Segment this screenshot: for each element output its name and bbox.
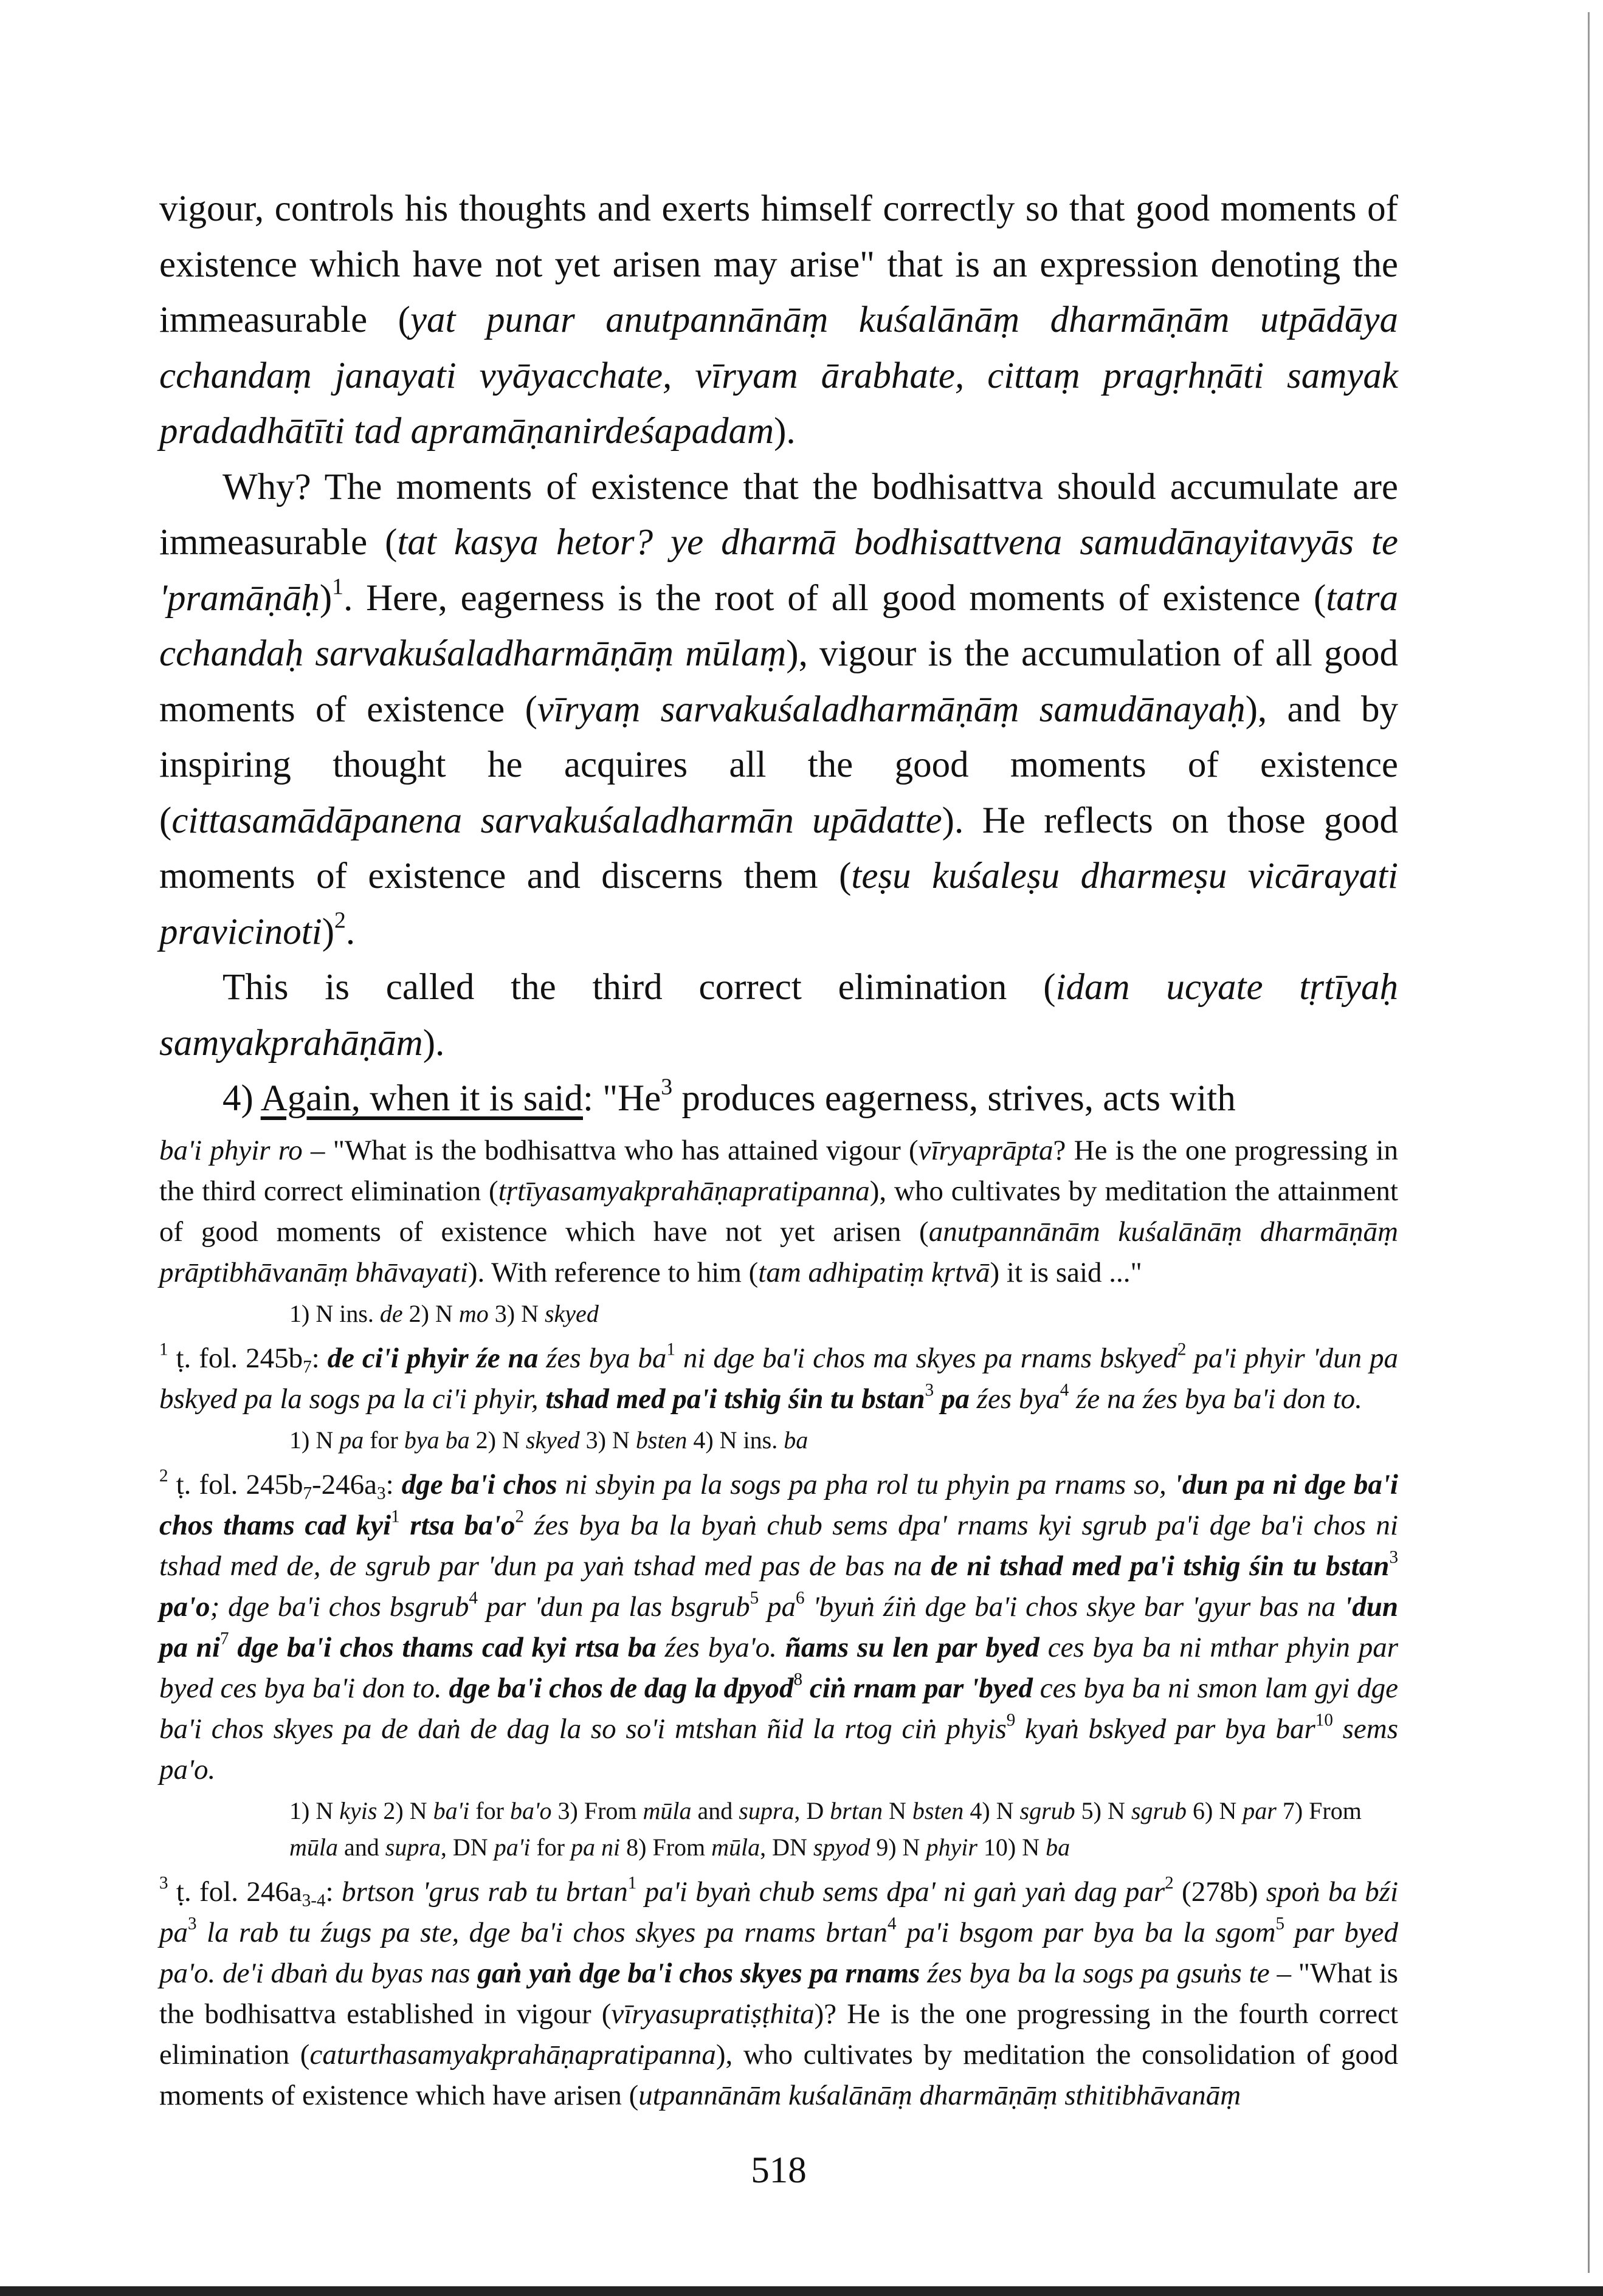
note-marker: 1 bbox=[391, 1507, 400, 1527]
text-run: spyod bbox=[813, 1833, 870, 1861]
text-run: -246a bbox=[312, 1468, 377, 1500]
text-run: ). With reference to him ( bbox=[467, 1256, 759, 1288]
text-run: źes bya'o. bbox=[656, 1631, 785, 1663]
text-run: mo bbox=[458, 1299, 489, 1327]
text-run: tat kasya hetor? ye dharmā bodhisattvena samudānayitavyās te 'pramāṇāḥ bbox=[159, 522, 1398, 619]
note-marker: 1 bbox=[332, 574, 344, 600]
folio-line-subscript: 7 bbox=[303, 1483, 312, 1504]
text-run: 9) N bbox=[870, 1833, 926, 1861]
text-run: : bbox=[311, 1342, 328, 1374]
note-marker: 2 bbox=[159, 1466, 168, 1486]
text-run: ba bbox=[784, 1426, 808, 1454]
text-run: 2) N bbox=[377, 1796, 433, 1824]
text-run: ñams su len par byed bbox=[785, 1631, 1039, 1663]
text-run: ṭ. fol. 246a bbox=[168, 1875, 302, 1908]
note-marker: 1 bbox=[159, 1339, 168, 1359]
text-run: Again, when it is said bbox=[260, 1078, 583, 1119]
text-run: 3) From bbox=[551, 1796, 643, 1824]
text-run: sgrub bbox=[1019, 1796, 1075, 1824]
text-run: źes bya bbox=[969, 1383, 1060, 1415]
note-marker: 3 bbox=[1389, 1547, 1398, 1567]
text-run: bsten bbox=[912, 1796, 964, 1824]
paragraph-third-elimination bbox=[159, 960, 1398, 1071]
text-run: and bbox=[338, 1833, 385, 1861]
text-run: bya ba bbox=[404, 1426, 470, 1454]
text-run: ). bbox=[774, 411, 796, 452]
text-run: ), who cultivates by meditation the consolidation of good moments of existence which have arisen ( bbox=[159, 2038, 1398, 2111]
text-run: ) bbox=[319, 577, 333, 619]
note-marker: 7 bbox=[220, 1629, 229, 1649]
apparatus-footnote-2 bbox=[159, 1793, 1398, 1866]
text-run: . Here, eagerness is the root of all good moments of existence ( bbox=[343, 577, 1326, 619]
text-run: sems pa'o. bbox=[159, 1713, 1398, 1786]
text-run: ciṅ rnam par 'byed bbox=[802, 1672, 1033, 1704]
text-run: ). He reflects on those good moments of existence and discerns them ( bbox=[159, 800, 1399, 896]
text-run: kyaṅ bskyed par bya bar bbox=[1015, 1713, 1315, 1745]
scan-edge-line bbox=[1588, 12, 1590, 2273]
text-run: tatra cchandaḥ sarvakuśaladharmāṇāṃ mūlaṃ bbox=[159, 577, 1398, 674]
text-run: cittasamādāpanena sarvakuśaladharmān upādatte bbox=[171, 800, 942, 841]
text-run: źes bya ba la sogs pa gsuṅs te bbox=[920, 1957, 1270, 1989]
text-run: ) bbox=[322, 911, 335, 952]
text-run: anutpannānām kuśalānāṃ dharmāṇāṃ prāptibhāvanāṃ bhāvayati bbox=[159, 1215, 1398, 1288]
note-marker: 10 bbox=[1315, 1710, 1333, 1730]
text-run: 4) bbox=[222, 1078, 261, 1119]
text-run: This is called the third correct elimination ( bbox=[222, 967, 1056, 1008]
text-run: pa'i bbox=[494, 1833, 531, 1861]
footnote-1 bbox=[159, 1338, 1398, 1420]
text-run: produces eagerness, strives, acts with bbox=[672, 1078, 1236, 1119]
note-marker: 3 bbox=[661, 1074, 673, 1100]
text-run: tṛtīyasamyakprahāṇapratipanna bbox=[498, 1175, 870, 1207]
text-run: for bbox=[530, 1833, 571, 1861]
note-marker: 5 bbox=[1275, 1914, 1285, 1934]
text-run: idam ucyate tṛtīyaḥ samyakprahāṇām bbox=[159, 967, 1398, 1064]
text-run: 3) N bbox=[579, 1426, 636, 1454]
folio-line-subscript: 3-4 bbox=[302, 1891, 326, 1911]
main-text bbox=[159, 181, 1398, 1127]
text-run: (278b) bbox=[1173, 1875, 1266, 1908]
text-run: : bbox=[325, 1875, 342, 1908]
text-run: gaṅ yaṅ dge ba'i chos skyes pa rnams bbox=[477, 1957, 920, 1989]
text-run: dge ba'i chos bbox=[401, 1468, 557, 1500]
text-run: : bbox=[385, 1468, 402, 1500]
text-run: ). bbox=[422, 1022, 445, 1064]
text-run: ni sbyin pa la sogs pa pha rol tu phyin pa rnams so, bbox=[557, 1468, 1174, 1500]
text-run: pa'i byaṅ chub sems dpa' ni gaṅ yaṅ dag par bbox=[636, 1875, 1165, 1908]
footnote-3 bbox=[159, 1872, 1398, 2116]
text-run: skyed bbox=[525, 1426, 580, 1454]
text-run: ba'o bbox=[509, 1796, 552, 1824]
note-marker: 6 bbox=[796, 1588, 805, 1608]
text-run: ṭ. fol. 245b bbox=[168, 1342, 303, 1374]
note-marker: 8 bbox=[793, 1669, 803, 1689]
note-marker: 2 bbox=[515, 1507, 525, 1527]
text-run: ces bya ba ni smon lam gyi dge ba'i chos skyes pa de daṅ de dag la so so'i mtshan ñid la rtog ciṅ phyis bbox=[159, 1672, 1398, 1745]
text-run: de bbox=[379, 1299, 403, 1327]
note-marker: 1 bbox=[627, 1873, 637, 1893]
text-run: dge ba'i chos thams cad kyi rtsa ba bbox=[229, 1631, 657, 1663]
note-marker: 2 bbox=[1165, 1873, 1174, 1893]
text-run: 10) N bbox=[977, 1833, 1046, 1861]
text-run: źes bya ba bbox=[538, 1342, 667, 1374]
text-run: pa'o bbox=[159, 1590, 210, 1623]
text-run: vīryaṃ sarvakuśaladharmāṇāṃ samudānayaḥ bbox=[537, 689, 1246, 730]
text-run: pa'i phyir 'dun pa bskyed pa la sogs pa la ci'i phyir, bbox=[159, 1342, 1398, 1415]
text-run: Why? The moments of existence that the bodhisattva should accumulate are immeasurable ( bbox=[159, 466, 1398, 563]
text-run: ) it is said ..." bbox=[990, 1256, 1142, 1288]
apparatus-quote bbox=[159, 1296, 1398, 1332]
text-run: par byed pa'o. de'i dbaṅ du byas nas bbox=[159, 1916, 1398, 1989]
text-run: ? He is the one progressing in the third correct elimination ( bbox=[159, 1134, 1399, 1207]
text-run: par 'dun pa las bsgrub bbox=[477, 1590, 750, 1623]
text-run: caturthasamyakprahāṇapratipanna bbox=[309, 2038, 716, 2071]
text-run: supra bbox=[739, 1796, 795, 1824]
text-run: )? He is the one progressing in the fourth correct elimination ( bbox=[159, 1998, 1398, 2071]
scan-bottom-border bbox=[0, 2286, 1603, 2296]
text-run: ni dge ba'i chos ma skyes pa rnams bskyed bbox=[675, 1342, 1177, 1374]
note-marker: 5 bbox=[750, 1588, 759, 1608]
text-run: pa bbox=[934, 1383, 970, 1415]
text-run: 'dun pa ni bbox=[159, 1590, 1399, 1663]
text-run: kyis bbox=[339, 1796, 377, 1824]
text-run: vīryaprāpta bbox=[918, 1134, 1053, 1166]
text-run: 1) N bbox=[289, 1796, 340, 1824]
text-run: pa bbox=[759, 1590, 796, 1623]
text-run: rtsa ba'o bbox=[399, 1509, 515, 1541]
text-run: and bbox=[691, 1796, 739, 1824]
text-run: brtan bbox=[830, 1796, 883, 1824]
text-run: par bbox=[1243, 1796, 1277, 1824]
apparatus-footnote-1 bbox=[159, 1422, 1398, 1459]
text-run: pa ni bbox=[571, 1833, 621, 1861]
text-run: – "What is the bodhisattva established in vigour ( bbox=[159, 1957, 1398, 2030]
text-run: , D bbox=[794, 1796, 830, 1824]
text-run: N bbox=[882, 1796, 912, 1824]
note-marker: 3 bbox=[159, 1873, 168, 1893]
note-marker: 3 bbox=[188, 1914, 197, 1934]
text-run: , DN bbox=[760, 1833, 813, 1861]
folio-line-subscript: 7 bbox=[303, 1357, 312, 1377]
folio-line-subscript: 3 bbox=[377, 1483, 386, 1504]
text-run: 'byuṅ źiṅ dge ba'i chos skye bar 'gyur bas na bbox=[804, 1590, 1345, 1623]
page-number: 518 bbox=[751, 2150, 807, 2191]
note-marker: 4 bbox=[469, 1588, 478, 1608]
text-run: ba'i bbox=[433, 1796, 470, 1824]
text-run: de ni tshad med pa'i tshig śin tu bstan bbox=[931, 1550, 1390, 1582]
text-run: – "What is the bodhisattva who has attained vigour ( bbox=[302, 1134, 919, 1166]
text-run: 3) N bbox=[488, 1299, 545, 1327]
text-run: pa bbox=[339, 1426, 364, 1454]
paragraph-fourth bbox=[159, 1071, 1398, 1127]
text-run: bsten bbox=[635, 1426, 688, 1454]
text-run: ba bbox=[1046, 1833, 1070, 1861]
text-run: 1) N bbox=[289, 1426, 340, 1454]
text-run: tshad med pa'i tshig śin tu bstan bbox=[545, 1383, 925, 1415]
text-run: utpannānām kuśalānāṃ dharmāṇāṃ sthitibhāvanāṃ bbox=[638, 2079, 1241, 2111]
text-run: , DN bbox=[440, 1833, 494, 1861]
text-run: 4) N bbox=[964, 1796, 1020, 1824]
text-run: 7) From bbox=[1276, 1796, 1362, 1824]
text-run: skyed bbox=[544, 1299, 599, 1327]
text-run: vigour, controls his thoughts and exerts himself correctly so that good moments of existence which have not yet arisen may arise" that is an expression denoting the immeasurable ( bbox=[159, 188, 1398, 340]
text-run: phyir bbox=[926, 1833, 977, 1861]
text-run: mūla bbox=[643, 1796, 692, 1824]
text-run: 2) N bbox=[469, 1426, 526, 1454]
text-run: 5) N bbox=[1075, 1796, 1131, 1824]
text-run: ), vigour is the accumulation of all good moments of existence ( bbox=[159, 633, 1398, 730]
text-run: supra bbox=[385, 1833, 441, 1861]
text-run: yat punar anutpannānāṃ kuśalānāṃ dharmāṇām utpādāya cchandaṃ janayati vyāyacchate, vīryam ārabhate, cittaṃ pragṛhṇāti samyak pradadhātīti tad apramāṇanirdeśapadam bbox=[159, 300, 1398, 452]
note-marker: 9 bbox=[1006, 1710, 1016, 1730]
text-run: : "He bbox=[583, 1078, 661, 1119]
text-run: mūla bbox=[289, 1833, 338, 1861]
text-run: pa'i bsgom par bya ba la sgom bbox=[896, 1916, 1276, 1948]
text-run: tam adhipatiṃ kṛtvā bbox=[758, 1256, 990, 1288]
text-run: vīryasupratiṣṭhita bbox=[611, 1998, 815, 2030]
text-run: źes bya ba la byaṅ chub sems dpa' rnams kyi sgrub pa'i dge ba'i chos ni tshad med de, de sgrub par 'dun pa yaṅ tshad med pas de bas na bbox=[159, 1509, 1398, 1582]
text-run: ces bya ba ni mthar phyin par byed ces bya ba'i don to. bbox=[159, 1631, 1398, 1704]
text-run: spoṅ ba bźi pa bbox=[159, 1875, 1398, 1948]
text-run: dge ba'i chos de dag la dpyod bbox=[449, 1672, 794, 1704]
note-marker: 2 bbox=[334, 907, 346, 933]
note-marker: 4 bbox=[888, 1914, 897, 1934]
paragraph-continuation bbox=[159, 181, 1398, 459]
text-run: sgrub bbox=[1131, 1796, 1187, 1824]
text-run: 2) N bbox=[402, 1299, 459, 1327]
text-run: ba'i phyir ro bbox=[159, 1134, 303, 1166]
text-run: teṣu kuśaleṣu dharmeṣu vicārayati pravicinoti bbox=[159, 856, 1399, 952]
text-run: 1) N ins. bbox=[289, 1299, 380, 1327]
text-run: la rab tu źugs pa ste, dge ba'i chos skyes pa rnams brtan bbox=[196, 1916, 888, 1948]
text-run: ), and by inspiring thought he acquires all the good moments of existence ( bbox=[159, 689, 1398, 841]
text-run: 'dun pa ni dge ba'i chos thams cad kyi bbox=[159, 1468, 1398, 1541]
paragraph-why bbox=[159, 459, 1398, 960]
text-run: 8) From bbox=[620, 1833, 712, 1861]
note-marker: 3 bbox=[925, 1380, 934, 1400]
text-run: ṭ. fol. 245b bbox=[168, 1468, 303, 1500]
text-run: for bbox=[364, 1426, 404, 1454]
note-marker: 4 bbox=[1060, 1380, 1069, 1400]
quote-block bbox=[159, 1130, 1398, 1293]
text-run: źe na źes bya ba'i don to. bbox=[1069, 1383, 1362, 1415]
text-run: mūla bbox=[711, 1833, 760, 1861]
text-run: de ci'i phyir źe na bbox=[327, 1342, 539, 1374]
note-marker: 2 bbox=[1177, 1339, 1187, 1359]
text-run: 4) N ins. bbox=[687, 1426, 784, 1454]
footnote-2 bbox=[159, 1465, 1398, 1790]
text-run: for bbox=[469, 1796, 510, 1824]
text-run: 6) N bbox=[1187, 1796, 1243, 1824]
text-run: brtson 'grus rab tu brtan bbox=[341, 1875, 628, 1908]
text-run: ; dge ba'i chos bsgrub bbox=[210, 1590, 469, 1623]
text-run: . bbox=[345, 911, 356, 952]
text-run: ), who cultivates by meditation the attainment of good moments of existence which have not yet arisen ( bbox=[159, 1175, 1398, 1248]
note-marker: 1 bbox=[666, 1339, 675, 1359]
